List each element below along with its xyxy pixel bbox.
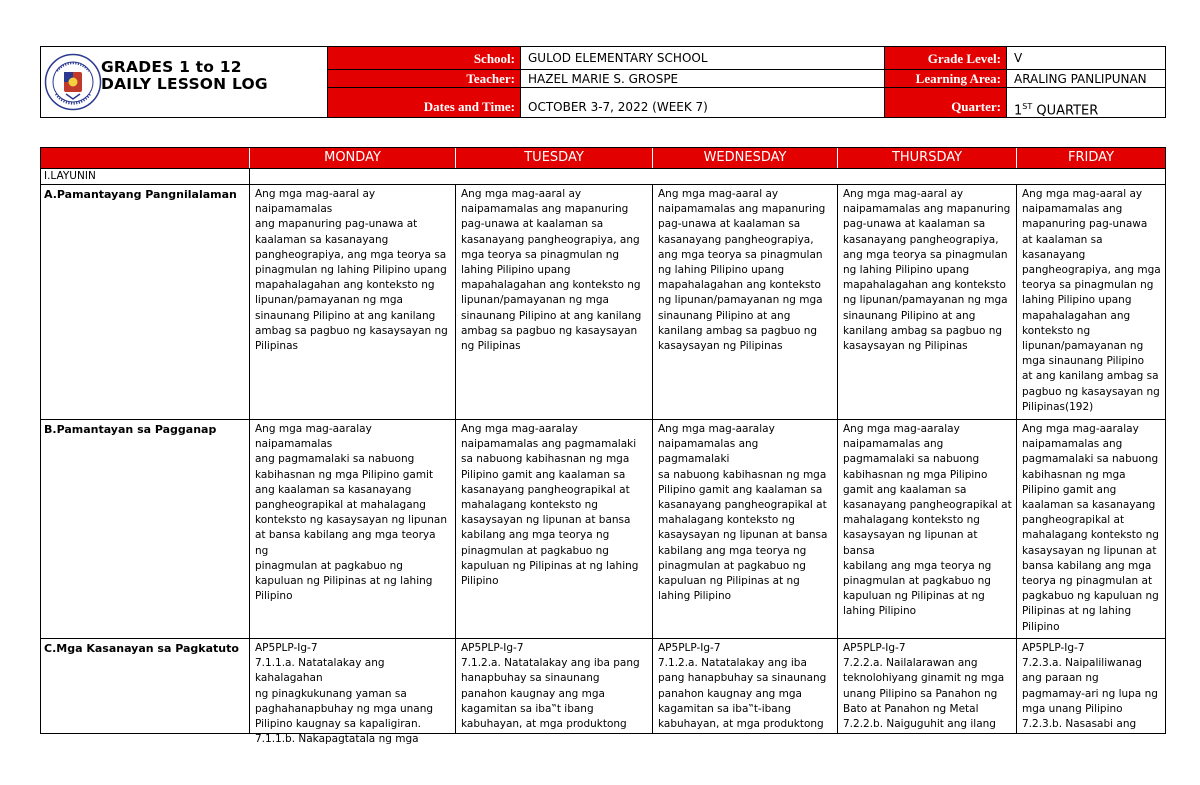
lesson-log-header: [40, 46, 1166, 118]
row-learning-competency: [41, 639, 1165, 746]
row-layunin: [41, 169, 1165, 184]
day-header-tuesday: TUESDAY: [456, 148, 653, 168]
day-header-wednesday: WEDNESDAY: [653, 148, 838, 168]
dates-time-label: Dates and Time:: [328, 88, 521, 117]
performance-standard-wednesday: Ang mga mag-aaralay naipamamalas ang pagmamalaki sa nabuong kabihasnan ng mga Pilipino gamit ang kaalaman sa kasanayang pangheograpikal at mahalagang konteksto ng kasaysayan ng lipunan at bansa kabilang ang mga teorya ng pinagmulan at pagkabuo ng kapuluan ng Pilipinas at ng lahing Pilipino: [653, 420, 838, 638]
learning-competency-thursday: AP5PLP-Ig-7 7.2.2.a. Nailalarawan ang teknolohiyang ginamit ng mga unang Pilipino sa Panahon ng Bato at Panahon ng Metal 7.2.2.b. Naiguguhit ang ilang: [838, 639, 1017, 733]
learning-competency-label: C.Mga Kasanayan sa Pagkatuto: [41, 639, 250, 733]
quarter-text: QUARTER: [1032, 103, 1099, 119]
quarter-label: Quarter:: [885, 88, 1007, 117]
title-line-2: DAILY LESSON LOG: [101, 75, 268, 93]
title-line-1: GRADES 1 to 12: [101, 58, 242, 76]
layunin-label: I.LAYUNIN: [41, 169, 250, 184]
learning-competency-monday: AP5PLP-Ig-7 7.1.1.a. Natatalakay ang kahalagahan ng pinagkukunang yaman sa paghahanapbuhay ng mga unang Pilipino kaugnay sa kapaligiran. 7.1.1.b. Nakapagtatala ng mga: [250, 639, 456, 733]
day-header-thursday: THURSDAY: [838, 148, 1017, 168]
teacher-value: HAZEL MARIE S. GROSPE: [521, 70, 885, 88]
learning-competency-wednesday: AP5PLP-Ig-7 7.1.2.a. Natatalakay ang iba pang hanapbuhay sa sinaunang panahon kaugnay ang mga kagamitan sa iba‟t-ibang kabuhayan, at mga produktong: [653, 639, 838, 733]
lesson-log-table: [40, 147, 1166, 746]
performance-standard-friday: Ang mga mag-aaralay naipamamalas ang pagmamalaki sa nabuong kabihasnan ng mga Pilipino gamit ang kaalaman sa kasanayang pangheograpikal at mahalagang konteksto ng kasaysayan ng lipunan at bansa kabilang ang mga teorya ng pinagmulan at pagkabuo ng kapuluan ng Pilipinas at ng lahing Pilipino: [1022, 423, 1159, 633]
school-label: School:: [328, 47, 521, 70]
performance-standard-tuesday: Ang mga mag-aaralay naipamamalas ang pagmamalaki sa nabuong kabihasnan ng mga Pilipino gamit ang kaalaman sa kasanayang pangheograpikal at mahalagang konteksto ng kasaysayan ng lipunan at bansa kabilang ang mga teorya ng pinagmulan at pagkabuo ng kapuluan ng Pilipinas at ng lahing Pilipino: [456, 420, 653, 638]
content-standard-thursday: Ang mga mag-aaral ay naipamamalas ang mapanuring pag-unawa at kaalaman sa kasanayang pangheograpiya, ang mga teorya sa pinagmulan ng lahing Pilipino upang mapahalagahan ang konteksto ng lipunan/pamayanan ng mga sinaunang Pilipino at ang kanilang ambag sa pagbuo ng kasaysayan ng Pilipinas: [838, 185, 1017, 419]
day-header-blank: [41, 148, 250, 168]
performance-standard-monday: Ang mga mag-aaralay naipamamalas ang pagmamalaki sa nabuong kabihasnan ng mga Pilipino gamit ang kaalaman sa kasanayang pangheograpikal at mahalagang konteksto ng kasaysayan ng lipunan at bansa kabilang ang mga teorya ng pinagmulan at pagkabuo ng kapuluan ng Pilipinas at ng lahing Pilipino: [250, 420, 456, 638]
learning-competency-tuesday: AP5PLP-Ig-7 7.1.2.a. Natatalakay ang iba pang hanapbuhay sa sinaunang panahon kaugnay ang mga kagamitan sa iba‟t ibang kabuhayan, at mga produktong: [456, 639, 653, 733]
quarter-number: 1: [1014, 103, 1023, 119]
header-title-block: [41, 47, 328, 117]
day-header-friday: FRIDAY: [1017, 148, 1165, 168]
row-content-standard: [41, 185, 1165, 419]
learning-competency-friday: AP5PLP-Ig-7 7.2.3.a. Naipaliliwanag ang paraan ng pagmamay-ari ng lupa ng mga unang Pilipino 7.2.3.b. Nasasabi ang: [1022, 642, 1158, 731]
deped-seal-icon: [44, 53, 102, 111]
content-standard-wednesday: Ang mga mag-aaral ay naipamamalas ang mapanuring pag-unawa at kaalaman sa kasanayang pangheograpiya, ang mga teorya sa pinagmulan ng lahing Pilipino upang mapahalagahan ang konteksto ng lipunan/pamayanan ng mga sinaunang Pilipino at ang kanilang ambag sa pagbuo ng kasaysayan ng Pilipinas: [653, 185, 838, 419]
learning-area-label: Learning Area:: [885, 70, 1007, 88]
content-standard-label: A.Pamantayang Pangnilalaman: [41, 185, 250, 419]
content-standard-friday: Ang mga mag-aaral ay naipamamalas ang mapanuring pag-unawa at kaalaman sa kasanayang pangheograpiya, ang mga teorya sa pinagmulan ng lahing Pilipino upang mapahalagahan ang konteksto ng lipunan/pamayanan ng mga sinaunang Pilipino at ang kanilang ambag sa pagbuo ng kasaysayan ng Pilipinas(192): [1022, 188, 1161, 413]
row-performance-standard: [41, 420, 1165, 638]
grade-level-value: V: [1007, 47, 1165, 70]
grade-level-label: Grade Level:: [885, 47, 1007, 70]
day-header-monday: MONDAY: [250, 148, 456, 168]
school-value: GULOD ELEMENTARY SCHOOL: [521, 47, 885, 70]
learning-area-value: ARALING PANLIPUNAN: [1007, 70, 1165, 88]
header-info-grid: [328, 47, 1165, 117]
performance-standard-thursday: Ang mga mag-aaralay naipamamalas ang pagmamalaki sa nabuong kabihasnan ng mga Pilipino gamit ang kaalaman sa kasanayang pangheograpikal at mahalagang konteksto ng kasaysayan ng lipunan at bansa kabilang ang mga teorya ng pinagmulan at pagkabuo ng kapuluan ng Pilipinas at ng lahing Pilipino: [838, 420, 1017, 638]
quarter-superscript: ST: [1022, 102, 1033, 111]
document-title: [101, 59, 268, 93]
day-header-row: [41, 148, 1165, 168]
content-standard-tuesday: Ang mga mag-aaral ay naipamamalas ang mapanuring pag-unawa at kaalaman sa kasanayang pangheograpiya, ang mga teorya sa pinagmulan ng lahing Pilipino upang mapahalagahan ang konteksto ng lipunan/pamayanan ng mga sinaunang Pilipino at ang kanilang ambag sa pagbuo ng kasaysayan ng Pilipinas: [456, 185, 653, 419]
content-standard-monday: Ang mga mag-aaral ay naipamamalas ang mapanuring pag-unawa at kaalaman sa kasanayang pangheograpiya, ang mga teorya sa pinagmulan ng lahing Pilipino upang mapahalagahan ang konteksto ng lipunan/pamayanan ng mga sinaunang Pilipino at ang kanilang ambag sa pagbuo ng kasaysayan ng Pilipinas: [250, 185, 456, 419]
teacher-label: Teacher:: [328, 70, 521, 88]
quarter-value: [1007, 88, 1165, 117]
performance-standard-label: B.Pamantayan sa Pagganap: [41, 420, 250, 638]
dates-time-value: OCTOBER 3-7, 2022 (WEEK 7): [521, 88, 885, 117]
